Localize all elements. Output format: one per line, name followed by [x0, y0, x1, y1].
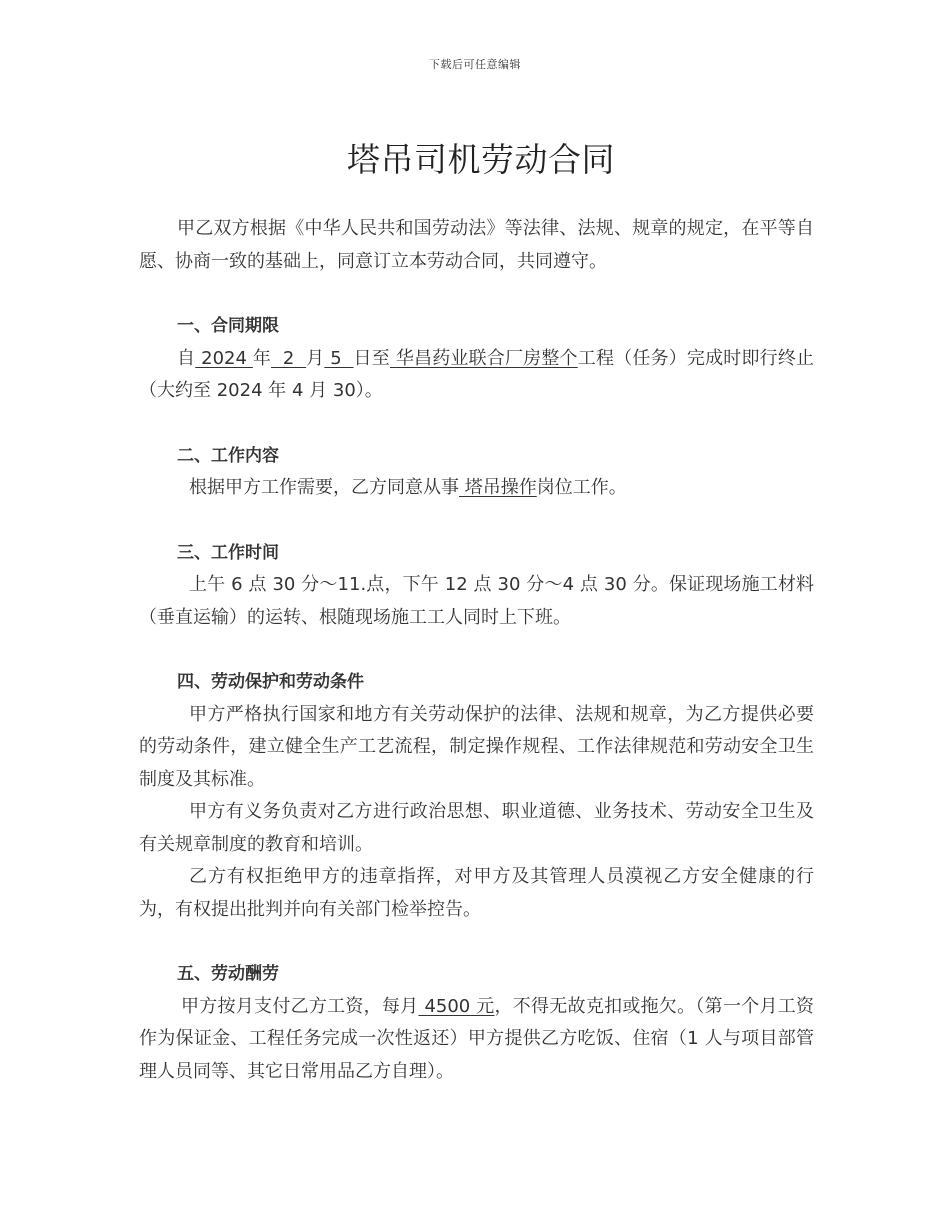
- work-content-paragraph: [139, 472, 814, 505]
- pay-amount: 4500 元: [418, 995, 495, 1017]
- pay-prefix: 甲方按月支付乙方工资，每月: [181, 995, 419, 1017]
- document-body: [139, 213, 814, 1088]
- term-year-unit: 年: [252, 347, 272, 369]
- term-rest: 工程（任务）完成时即行终止（大约至 2024 年 4 月 30）。: [139, 347, 815, 401]
- term-day: 5: [324, 347, 354, 369]
- term-day-unit: 日至: [353, 347, 390, 369]
- labor-protection-paragraph-2: 甲方有义务负责对乙方进行政治思想、职业道德、业务技术、劳动安全卫生及有关规章制度的教育和培训。: [139, 801, 814, 855]
- section-heading-work-hours: 三、工作时间: [177, 542, 279, 563]
- term-prefix: 自: [177, 347, 196, 369]
- work-hours-paragraph: 上午 6 点 30 分～11.点，下午 12 点 30 分～4 点 30 分。保证现场施工材料（垂直运输）的运转、根随现场施工工人同时上下班。: [139, 574, 814, 628]
- work-content-prefix: 根据甲方工作需要，乙方同意从事: [189, 477, 459, 498]
- remuneration-paragraph: [139, 991, 814, 1089]
- section-heading-work-content: 二、工作内容: [177, 445, 279, 466]
- term-year: 2024: [195, 347, 253, 369]
- term-paragraph: [139, 343, 814, 408]
- term-month: 2: [271, 347, 307, 369]
- section-heading-remuneration: 五、劳动酬劳: [177, 964, 279, 984]
- document-title: 塔吊司机劳动合同: [347, 140, 615, 179]
- work-content-position: 塔吊操作: [459, 477, 537, 498]
- section-heading-term: 一、合同期限: [177, 316, 279, 336]
- work-content-suffix: 岗位工作。: [536, 477, 627, 498]
- section-heading-labor-protection: 四、劳动保护和劳动条件: [177, 672, 364, 692]
- labor-protection-paragraph-3: 乙方有权拒绝甲方的违章指挥，对甲方及其管理人员漠视乙方安全健康的行为，有权提出批判并向有关部门检举控告。: [139, 866, 814, 920]
- header-note: 下载后可任意编辑: [429, 58, 521, 71]
- term-month-unit: 月: [306, 347, 325, 369]
- pay-rest: ，不得无故克扣或拖欠。（第一个月工资作为保证金、工程任务完成一次性返还）甲方提供乙方吃饭、住宿（1 人与项目部管理人员同等、其它日常用品乙方自理）。: [139, 995, 814, 1082]
- term-project: 华昌药业联合厂房整个: [389, 347, 578, 369]
- labor-protection-paragraph-1: 甲方严格执行国家和地方有关劳动保护的法律、法规和规章，为乙方提供必要的劳动条件，建立健全生产工艺流程，制定操作规程、工作法律规范和劳动安全卫生制度及其标准。: [139, 703, 814, 790]
- intro-paragraph: 甲乙双方根据《中华人民共和国劳动法》等法律、法规、规章的规定，在平等自愿、协商一致的基础上，同意订立本劳动合同，共同遵守。: [139, 218, 814, 272]
